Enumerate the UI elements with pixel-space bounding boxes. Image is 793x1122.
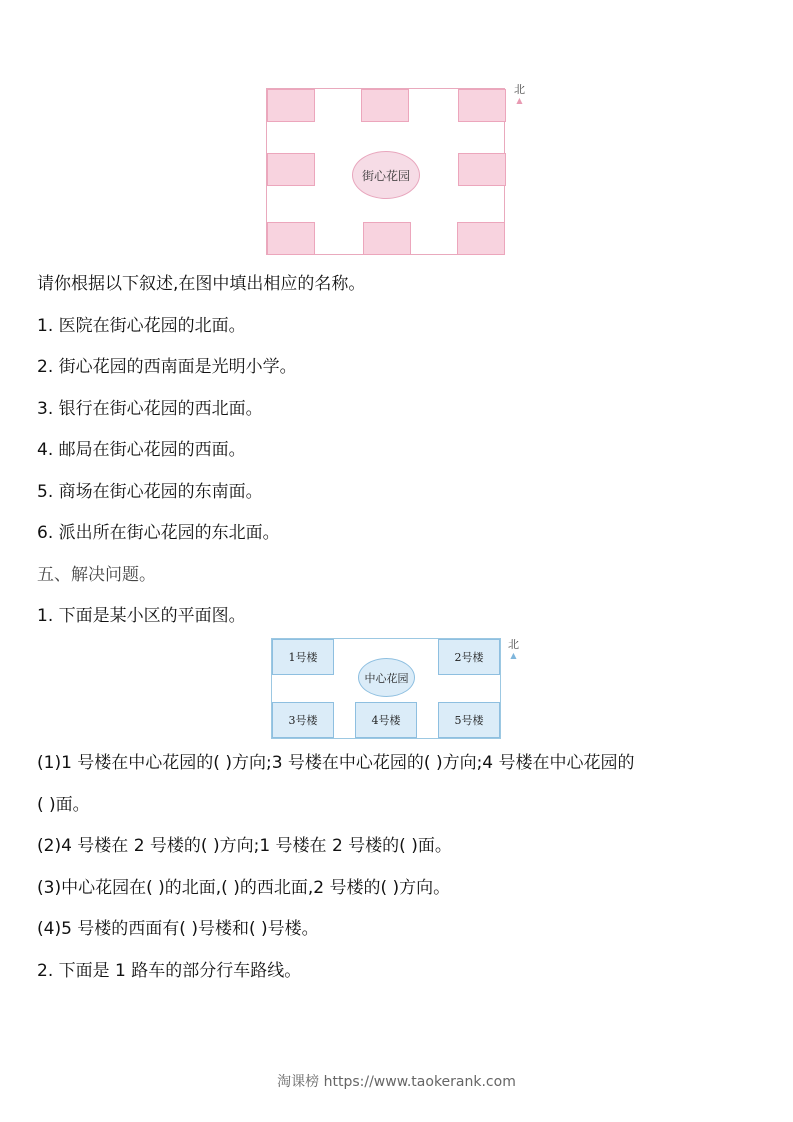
north-label: 北 [514, 83, 525, 96]
statement-1: 1. 医院在街心花园的北面。 [37, 316, 246, 336]
statement-4: 4. 邮局在街心花园的西面。 [37, 440, 246, 460]
north-indicator-1 [514, 81, 525, 105]
north-indicator-2 [508, 636, 519, 660]
question-1-2: (2)4 号楼在 2 号楼的( )方向;1 号楼在 2 号楼的( )面。 [37, 836, 452, 856]
building-5-label: 5号楼 [454, 714, 484, 727]
building-2-label: 2号楼 [454, 651, 484, 664]
statement-6: 6. 派出所在街心花园的东北面。 [37, 523, 280, 543]
building-1-label: 1号楼 [288, 651, 318, 664]
map-block-northeast [458, 89, 506, 122]
north-arrow-icon: ▲ [510, 651, 517, 660]
street-park-ellipse [352, 151, 420, 199]
footer-watermark: 淘课榜 https://www.taokerank.com [277, 1074, 516, 1090]
question-1-1-cont: ( )面。 [37, 795, 90, 815]
map-block-south [363, 222, 411, 255]
map-block-north [361, 89, 409, 122]
question-1-4: (4)5 号楼的西面有( )号楼和( )号楼。 [37, 919, 319, 939]
building-4 [355, 702, 417, 738]
central-park-label: 中心花园 [364, 671, 409, 685]
statement-3: 3. 银行在街心花园的西北面。 [37, 399, 263, 419]
street-park-label: 街心花园 [361, 168, 410, 183]
building-4-label: 4号楼 [371, 714, 401, 727]
instruction-line: 请你根据以下叙述,在图中填出相应的名称。 [37, 274, 366, 294]
statement-2: 2. 街心花园的西南面是光明小学。 [37, 357, 297, 377]
map-block-west [267, 153, 315, 186]
building-5 [438, 702, 500, 738]
question-1-intro: 1. 下面是某小区的平面图。 [37, 606, 246, 626]
north-label: 北 [508, 638, 519, 651]
central-park-ellipse [358, 658, 415, 697]
residential-area-map [271, 638, 501, 739]
street-park-map [266, 88, 505, 255]
building-3-label: 3号楼 [288, 714, 318, 727]
building-2 [438, 639, 500, 675]
map-block-southwest [267, 222, 315, 255]
question-2-intro: 2. 下面是 1 路车的部分行车路线。 [37, 961, 302, 981]
statement-5: 5. 商场在街心花园的东南面。 [37, 482, 263, 502]
north-arrow-icon: ▲ [516, 96, 523, 105]
question-1-3: (3)中心花园在( )的北面,( )的西北面,2 号楼的( )方向。 [37, 878, 451, 898]
section-title: 五、解决问题。 [37, 565, 156, 585]
building-3 [272, 702, 334, 738]
map-block-southeast [457, 222, 505, 255]
building-1 [272, 639, 334, 675]
map-block-northwest [267, 89, 315, 122]
map-block-east [458, 153, 506, 186]
question-1-1: (1)1 号楼在中心花园的( )方向;3 号楼在中心花园的( )方向;4 号楼在中心花园的 [37, 753, 635, 773]
